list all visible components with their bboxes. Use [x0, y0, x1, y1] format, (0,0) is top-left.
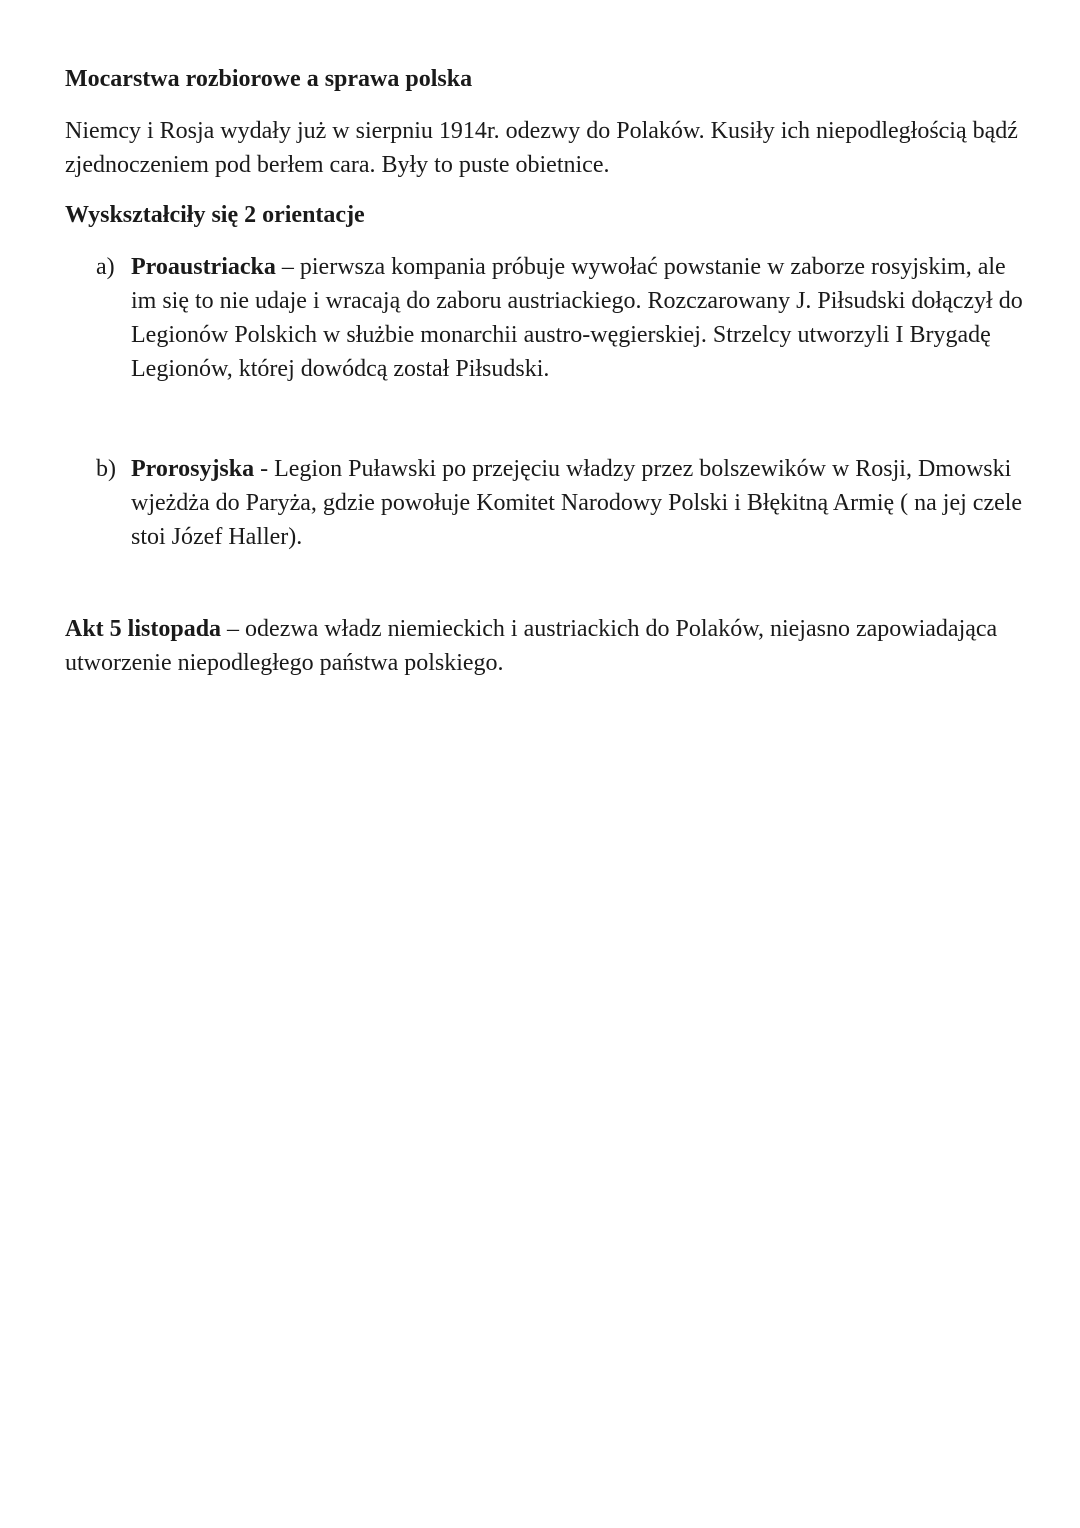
list-item-prorosyjska	[65, 452, 1025, 554]
document-page	[65, 62, 1025, 696]
term-proaustriacka: Proaustriacka	[131, 254, 276, 280]
term-akt: Akt 5 listopada	[65, 616, 222, 642]
intro-paragraph: Niemcy i Rosja wydały już w sierpniu 1914r. odezwy do Polaków. Kusiły ich niepodległością bądź zjednoczeniem pod berłem cara. Były to puste obietnice.	[65, 118, 1018, 178]
section-title: Mocarstwa rozbiorowe a sprawa polska	[65, 66, 473, 92]
description-proaustriacka: – pierwsza kompania próbuje wywołać powstanie w zaborze rosyjskim, ale im się to nie udaje i wracają do zaboru austriackiego. Rozczarowany J. Piłsudski dołączył do Legionów Polskich w służbie monarchii austro-węgierskiej. Strzelcy utworzyli I Brygadę Legionów, której dowódcą został Piłsudski.	[131, 254, 1023, 382]
term-prorosyjska: Prorosyjska	[131, 456, 255, 482]
list-marker: a)	[96, 254, 115, 280]
orientations-heading: Wyskształciły się 2 orientacje	[65, 202, 365, 228]
list-item-proaustriacka	[65, 250, 1025, 386]
description-akt: – odezwa władz niemieckich i austriackich do Polaków, niejasno zapowiadająca utworzenie niepodległego państwa polskiego.	[65, 616, 998, 676]
akt-paragraph	[65, 612, 1025, 680]
orientations-list	[65, 250, 1025, 554]
list-marker: b)	[96, 456, 116, 482]
description-prorosyjska: - Legion Puławski po przejęciu władzy przez bolszewików w Rosji, Dmowski wjeżdża do Paryża, gdzie powołuje Komitet Narodowy Polski i Błękitną Armię ( na jej czele stoi Józef Haller).	[131, 456, 1023, 550]
